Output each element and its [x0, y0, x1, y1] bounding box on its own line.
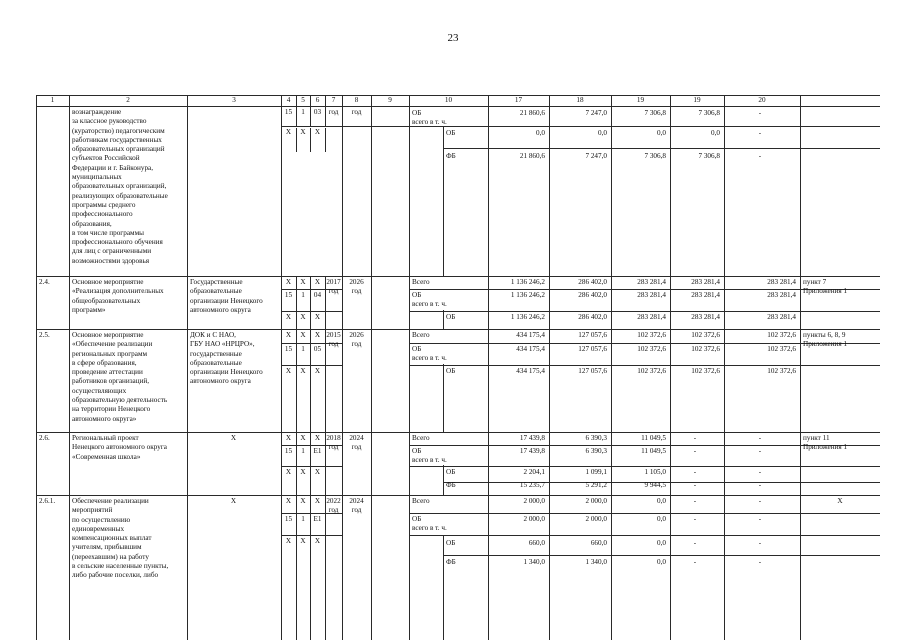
- header-col-3: 3: [232, 96, 236, 104]
- block-col-rule: [409, 106, 410, 277]
- code-activity: X: [314, 313, 321, 321]
- value-col10: 17 439,8: [519, 447, 545, 455]
- funding-source: ОБ: [446, 129, 456, 137]
- code-activity: X: [314, 367, 321, 375]
- value-col17: 7 247,0: [585, 152, 607, 160]
- code-program: X: [285, 331, 292, 339]
- funding-source: ОБ: [446, 313, 456, 321]
- code-subprogram: X: [300, 434, 306, 442]
- code-activity: X: [314, 497, 321, 505]
- code-program: 15: [284, 447, 293, 455]
- block-col-rule: [69, 276, 70, 330]
- executor: X: [230, 497, 237, 505]
- value-col-rule: [800, 329, 801, 433]
- value-col17: 127 057,6: [578, 331, 607, 339]
- year-start: 2018 год: [326, 434, 341, 452]
- funding-source: ФБ: [446, 558, 456, 566]
- row-separator: [36, 432, 880, 433]
- value-col18: 283 281,4: [637, 278, 666, 286]
- block-col-rule: [69, 106, 70, 277]
- row-number: 2.6.1.: [39, 497, 56, 505]
- value-col18: 283 281,4: [637, 291, 666, 299]
- code-program: 15: [284, 108, 293, 116]
- value-col18: 0,0: [657, 539, 666, 547]
- value-col19b: -: [758, 447, 762, 455]
- year-start: 2022 год: [326, 497, 341, 515]
- value-col10: 660,0: [528, 539, 545, 547]
- value-col18: 0,0: [657, 558, 666, 566]
- code-activity: X: [314, 434, 321, 442]
- value-col18: 102 372,6: [637, 367, 666, 375]
- subcol-rule: [443, 364, 444, 433]
- value-col19a: 7 306,8: [698, 109, 720, 117]
- value-col19b: 283 281,4: [767, 278, 796, 286]
- value-col17: 7 247,0: [585, 109, 607, 117]
- code-program: X: [285, 497, 292, 505]
- header-col-10: 10: [444, 96, 453, 104]
- value-col19a: 283 281,4: [691, 291, 720, 299]
- header-col-19: 19: [693, 96, 701, 104]
- year-end: год: [351, 108, 362, 116]
- block-col-rule: [371, 495, 372, 640]
- year-start: 2017 год: [326, 278, 341, 296]
- line-separator: [409, 466, 880, 467]
- code-program: X: [285, 278, 292, 286]
- value-col10: 434 175,4: [516, 331, 545, 339]
- value-col10: 1 136 246,2: [510, 278, 545, 286]
- header-col-2: 2: [126, 96, 130, 104]
- note: пункт 7 Приложения 1: [803, 278, 848, 296]
- value-col17: 1 099,1: [585, 468, 607, 476]
- header-col-20: 20: [758, 96, 766, 104]
- funding-source: ОБ: [446, 367, 456, 375]
- block-col-rule: [69, 432, 70, 496]
- header-col-9: 9: [388, 96, 392, 104]
- header-col-1: 1: [50, 96, 55, 104]
- value-col18: 7 306,8: [644, 152, 666, 160]
- code-subprogram: X: [300, 497, 306, 505]
- value-col17: 127 057,6: [578, 367, 607, 375]
- value-col19b: -: [758, 558, 762, 566]
- header-col-6: 6: [315, 96, 320, 104]
- value-col10: 2 204,1: [523, 468, 545, 476]
- value-col17: 286 402,0: [578, 278, 607, 286]
- code-separator: [281, 466, 343, 467]
- code-col-rule: [325, 466, 326, 496]
- note: пункт 11 Приложения 1: [803, 434, 848, 452]
- funding-source: ФБ: [446, 481, 456, 489]
- code-col-rule: [325, 128, 326, 152]
- header-col-7: 7: [331, 96, 336, 104]
- value-col19a: -: [693, 497, 697, 505]
- code-subprogram: X: [300, 313, 306, 321]
- value-col10: 2 000,0: [523, 497, 545, 505]
- row-number: 2.4.: [39, 278, 50, 286]
- value-col18: 0,0: [657, 515, 666, 523]
- value-col19b: 283 281,4: [767, 313, 796, 321]
- block-col-rule: [409, 495, 410, 640]
- value-col17: 2 000,0: [585, 515, 607, 523]
- line-separator: [281, 126, 880, 127]
- code-subprogram: X: [300, 278, 306, 286]
- value-col18: 7 306,8: [644, 109, 666, 117]
- value-col19b: -: [758, 152, 762, 160]
- code-activity: 03: [313, 108, 322, 116]
- activity-name: Основное мероприятие «Обеспечение реализации региональных программ в сфере образования, проведение аттестации работников организаций, осуществляющих образовательную деятельность на территории Ненецкого автономного округа»: [72, 331, 168, 423]
- funding-source: ОБ всего в т. ч.: [412, 515, 447, 533]
- funding-source: ОБ всего в т. ч.: [412, 345, 447, 363]
- code-subprogram: 1: [301, 447, 305, 455]
- header-col-8: 8: [354, 96, 359, 104]
- year-start: 2015 год: [326, 331, 341, 349]
- block-col-rule: [371, 329, 372, 433]
- value-col19b: -: [758, 497, 762, 505]
- row-separator: [36, 495, 880, 496]
- value-col19a: -: [693, 558, 697, 566]
- block-col-rule: [36, 329, 37, 433]
- block-col-rule: [69, 329, 70, 433]
- code-activity: 05: [313, 345, 322, 353]
- activity-name: Основное мероприятие «Реализация дополнительных общеобразовательных программ»: [72, 278, 164, 314]
- line-separator: [409, 535, 880, 536]
- code-subprogram: X: [300, 128, 306, 136]
- note: X: [837, 497, 843, 505]
- value-col19a: 0,0: [711, 129, 720, 137]
- value-col18: 11 049,5: [641, 447, 666, 455]
- code-program: X: [285, 434, 292, 442]
- year-start: год: [328, 108, 339, 116]
- year-end: 2026 год: [349, 331, 364, 349]
- header-col-18: 18: [576, 96, 584, 104]
- code-program: X: [285, 468, 292, 476]
- value-col18: 11 049,5: [641, 434, 666, 442]
- funding-source: ОБ всего в т. ч.: [412, 447, 447, 465]
- value-col19b: -: [758, 434, 762, 442]
- code-subprogram: 1: [301, 291, 305, 299]
- value-col10: 1 340,0: [523, 558, 545, 566]
- code-activity: E1: [313, 515, 322, 523]
- block-col-rule: [371, 276, 372, 330]
- funding-source: Всего: [412, 278, 430, 286]
- value-col19b: 102 372,6: [767, 345, 796, 353]
- value-col10: 21 860,6: [519, 109, 545, 117]
- value-col19a: -: [693, 515, 697, 523]
- value-col17: 6 390,3: [585, 434, 607, 442]
- value-col10: 434 175,4: [516, 367, 545, 375]
- subcol-rule: [443, 126, 444, 277]
- block-col-rule: [36, 106, 37, 277]
- value-col-rule: [800, 106, 801, 277]
- value-col10: 1 136 246,2: [510, 313, 545, 321]
- header-col-17: 17: [514, 96, 523, 104]
- value-col19a: -: [693, 447, 697, 455]
- code-program: X: [285, 128, 292, 136]
- value-col19a: 102 372,6: [691, 331, 720, 339]
- value-col17: 6 390,3: [585, 447, 607, 455]
- value-col10: 21 860,6: [519, 152, 545, 160]
- value-col19b: 283 281,4: [767, 291, 796, 299]
- code-activity: X: [314, 468, 321, 476]
- block-col-rule: [409, 276, 410, 330]
- code-activity: 04: [313, 291, 322, 299]
- value-col-rule: [800, 432, 801, 496]
- value-col19a: 283 281,4: [691, 313, 720, 321]
- value-col-rule: [800, 495, 801, 640]
- funding-source: Всего: [412, 434, 430, 442]
- value-col19a: -: [693, 434, 697, 442]
- code-col-rule: [325, 365, 326, 433]
- funding-source: Всего: [412, 497, 430, 505]
- code-program: 15: [284, 291, 293, 299]
- code-separator: [281, 311, 343, 312]
- value-col19a: 102 372,6: [691, 345, 720, 353]
- value-col18: 0,0: [657, 497, 666, 505]
- value-col19a: -: [693, 481, 697, 489]
- code-subprogram: X: [300, 537, 306, 545]
- year-end: 2024 год: [349, 434, 364, 452]
- row-number: 2.6.: [39, 434, 50, 442]
- value-col17: 127 057,6: [578, 345, 607, 353]
- code-col-rule: [325, 535, 326, 640]
- activity-name: Региональный проект Ненецкого автономного округа «Современная школа»: [72, 434, 167, 461]
- line-separator: [409, 311, 880, 312]
- row-separator: [36, 329, 880, 330]
- value-col19a: 283 281,4: [691, 278, 720, 286]
- code-activity: X: [314, 537, 321, 545]
- value-col10: 0,0: [536, 129, 545, 137]
- value-col17: 286 402,0: [578, 291, 607, 299]
- value-col10: 1 136 246,2: [510, 291, 545, 299]
- value-col10: 434 175,4: [516, 345, 545, 353]
- value-col19b: -: [758, 481, 762, 489]
- code-activity: X: [314, 128, 321, 136]
- block-col-rule: [409, 329, 410, 433]
- funding-source: ОБ: [446, 539, 456, 547]
- year-end: 2026 год: [349, 278, 364, 296]
- value-col19a: -: [693, 539, 697, 547]
- value-col17: 660,0: [590, 539, 607, 547]
- value-col18: 0,0: [657, 129, 666, 137]
- activity-name: Обеспечение реализации мероприятий по осуществлению единовременных компенсационных выплат учителям, прибывшим (переехавшим) на работу в сельские населенные пункты, либо рабочие поселки, либо: [72, 497, 169, 580]
- block-col-rule: [371, 432, 372, 496]
- value-col19b: -: [758, 109, 762, 117]
- row-separator: [36, 276, 880, 277]
- note: пункты 6, 8, 9 Приложения 1: [803, 331, 848, 349]
- value-col19a: -: [693, 468, 697, 476]
- value-col19a: 102 372,6: [691, 367, 720, 375]
- value-col19b: -: [758, 129, 762, 137]
- header-col-19: 19: [636, 96, 645, 104]
- value-col17: 2 000,0: [585, 497, 607, 505]
- code-program: X: [285, 367, 292, 375]
- code-col-rule: [310, 535, 311, 640]
- value-col18: 102 372,6: [637, 345, 666, 353]
- funding-source: ОБ всего в т. ч.: [412, 109, 447, 127]
- line-separator: [443, 148, 880, 149]
- line-separator: [409, 513, 880, 514]
- value-col19b: 102 372,6: [767, 331, 796, 339]
- subcol-rule: [443, 536, 444, 640]
- value-col18: 102 372,6: [637, 331, 666, 339]
- value-col19a: 7 306,8: [698, 152, 720, 160]
- code-separator: [281, 535, 343, 536]
- code-subprogram: 1: [301, 515, 305, 523]
- code-subprogram: X: [300, 367, 306, 375]
- line-separator: [409, 365, 880, 366]
- value-col10: 2 000,0: [523, 515, 545, 523]
- row-number: 2.5.: [39, 331, 50, 339]
- block-col-rule: [371, 106, 372, 277]
- value-col17: 0,0: [598, 129, 607, 137]
- block-col-rule: [36, 432, 37, 496]
- year-end: 2024 год: [349, 497, 364, 515]
- subcol-rule: [443, 310, 444, 330]
- code-col-rule: [296, 535, 297, 640]
- value-col19b: -: [758, 539, 762, 547]
- activity-name: вознаграждение за классное руководство (кураторство) педагогическим работникам государственных образовательных организаций субъектов Российской Федерации и г. Байконура, муниципальных образовательных организаций, реализующих образовательные программы среднего профессионального образования, в том числе программы профессионального обучения для лиц с ограниченными возможностями здоровья: [72, 108, 168, 265]
- block-col-rule: [36, 495, 37, 640]
- block-col-rule: [409, 432, 410, 496]
- code-subprogram: 1: [301, 108, 305, 116]
- value-col17: 1 340,0: [585, 558, 607, 566]
- block-col-rule: [36, 276, 37, 330]
- value-col17: 286 402,0: [578, 313, 607, 321]
- subcol-rule: [443, 465, 444, 496]
- executor: Государственные образовательные организации Ненецкого автономного округа: [190, 278, 263, 314]
- code-subprogram: X: [300, 331, 306, 339]
- line-separator: [443, 555, 880, 556]
- page-number: 23: [447, 32, 459, 44]
- code-subprogram: 1: [301, 345, 305, 353]
- block-col-rule: [342, 495, 343, 640]
- code-activity: X: [314, 278, 321, 286]
- block-col-rule: [69, 495, 70, 640]
- value-col18: 1 105,0: [644, 468, 666, 476]
- value-col18: 9 944,5: [644, 481, 666, 489]
- value-col17: 5 291,2: [585, 481, 607, 489]
- code-program: 15: [284, 515, 293, 523]
- funding-source: ОБ: [446, 468, 456, 476]
- code-col-rule: [325, 311, 326, 330]
- funding-source: ОБ всего в т. ч.: [412, 291, 447, 309]
- value-col10: 15 235,7: [519, 481, 545, 489]
- value-col-rule: [800, 276, 801, 330]
- header-bottom-rule: [36, 106, 880, 107]
- code-col-rule: [325, 513, 326, 536]
- code-program: 15: [284, 345, 293, 353]
- value-col18: 283 281,4: [637, 313, 666, 321]
- code-activity: X: [314, 331, 321, 339]
- header-col-4: 4: [286, 96, 291, 104]
- code-separator: [281, 365, 343, 366]
- code-activity: E1: [313, 447, 322, 455]
- value-col19b: -: [758, 515, 762, 523]
- executor: ДОК и С НАО, ГБУ НАО «НРЦРО», государственные образовательные организации Ненецкого автономного округа: [190, 331, 263, 386]
- code-program: X: [285, 313, 292, 321]
- code-subprogram: X: [300, 468, 306, 476]
- code-program: X: [285, 537, 292, 545]
- value-col19b: -: [758, 468, 762, 476]
- funding-source: ФБ: [446, 152, 456, 160]
- value-col19b: 102 372,6: [767, 367, 796, 375]
- header-col-5: 5: [301, 96, 305, 104]
- program-financing-table: [36, 94, 880, 640]
- code-col-rule: [342, 128, 343, 152]
- value-col10: 17 439,8: [519, 434, 545, 442]
- funding-source: Всего: [412, 331, 430, 339]
- executor: X: [230, 434, 237, 442]
